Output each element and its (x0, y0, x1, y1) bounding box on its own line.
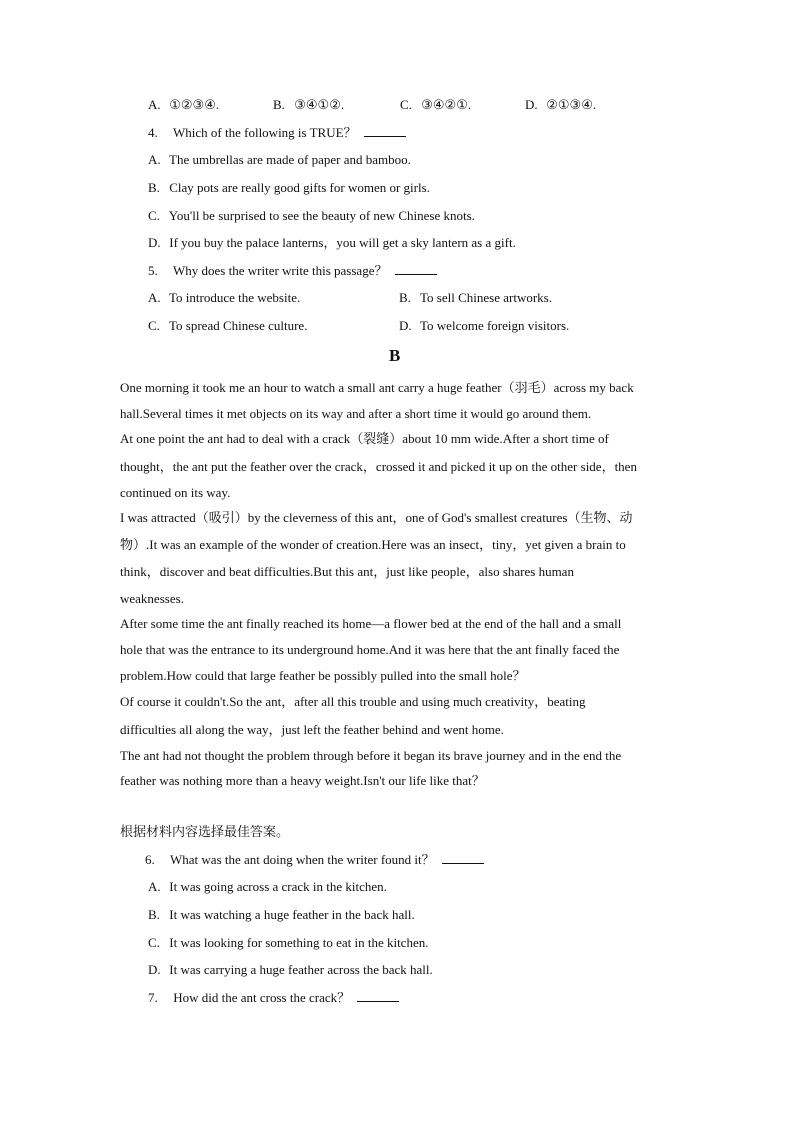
passage-line: weaknesses. (120, 591, 184, 606)
option-letter: C. (400, 97, 412, 112)
option-text: ③④②①. (421, 97, 472, 112)
option-letter: C. (148, 208, 160, 223)
option-letter: B. (273, 97, 285, 112)
passage-line: 物）.It was an example of the wonder of creation.Here was an insect，tiny，yet given a brain to (120, 537, 626, 552)
option-letter: B. (148, 907, 160, 922)
passage-line: I was attracted（吸引）by the cleverness of this ant，one of God's smallest creatures（生物、动 (120, 510, 633, 525)
question-number: 4. (148, 125, 158, 140)
q6-option-b (148, 907, 415, 923)
q6-option-d (148, 962, 433, 978)
option-text: To spread Chinese culture. (169, 318, 308, 333)
question-number: 6. (145, 852, 155, 867)
option-letter: D. (148, 962, 161, 977)
q3-option-a (148, 97, 219, 113)
q6-option-a (148, 879, 387, 895)
q4-option-a (148, 152, 411, 168)
question-7 (148, 990, 399, 1006)
passage-line: The ant had not thought the problem through before it began its brave journey and in the end the (120, 748, 622, 763)
option-text: If you buy the palace lanterns，you will get a sky lantern as a gift. (169, 235, 516, 250)
option-text: It was carrying a huge feather across the back hall. (169, 962, 433, 977)
option-letter: A. (148, 290, 161, 305)
q4-option-d (148, 235, 516, 251)
option-letter: B. (399, 290, 411, 305)
question-4 (148, 125, 406, 141)
option-text: To sell Chinese artworks. (420, 290, 552, 305)
option-text: Clay pots are really good gifts for women or girls. (169, 180, 430, 195)
option-letter: D. (148, 235, 161, 250)
option-letter: C. (148, 935, 160, 950)
answer-blank[interactable] (395, 263, 437, 275)
passage-line: hole that was the entrance to its underground home.And it was here that the ant finally faced the (120, 642, 620, 657)
passage-line: feather was nothing more than a heavy weight.Isn't our life like that？ (120, 773, 485, 788)
instruction: 根据材料内容选择最佳答案。 (120, 825, 290, 840)
q3-option-b (273, 97, 344, 113)
option-letter: A. (148, 152, 161, 167)
passage-line: One morning it took me an hour to watch a small ant carry a huge feather（羽毛）across my back (120, 380, 634, 395)
q5-option-d (399, 318, 569, 334)
option-text: The umbrellas are made of paper and bamboo. (169, 152, 411, 167)
option-text: To welcome foreign visitors. (420, 318, 570, 333)
section-heading: B (389, 346, 401, 365)
passage-line: After some time the ant finally reached its home—a flower bed at the end of the hall and a small (120, 616, 622, 631)
question-5 (148, 263, 437, 279)
option-text: It was going across a crack in the kitchen. (169, 879, 387, 894)
option-letter: C. (148, 318, 160, 333)
question-number: 7. (148, 990, 158, 1005)
answer-blank[interactable] (364, 125, 406, 137)
option-letter: A. (148, 879, 161, 894)
question-number: 5. (148, 263, 158, 278)
passage-line: hall.Several times it met objects on its way and after a short time it would go around them. (120, 406, 592, 421)
option-text: To introduce the website. (169, 290, 301, 305)
q3-option-c (400, 97, 471, 113)
passage-line: Of course it couldn't.So the ant，after all this trouble and using much creativity，beating (120, 694, 586, 709)
question-stem: What was the ant doing when the writer found it？ (170, 852, 435, 867)
q5-option-a (148, 290, 300, 306)
passage-line: continued on its way. (120, 485, 231, 500)
option-text: ②①③④. (546, 97, 597, 112)
option-letter: B. (148, 180, 160, 195)
answer-blank[interactable] (357, 990, 399, 1002)
q3-option-d (525, 97, 596, 113)
passage-line: difficulties all along the way，just left the feather behind and went home. (120, 722, 504, 737)
option-letter: D. (399, 318, 412, 333)
option-text: ③④①②. (294, 97, 345, 112)
option-letter: A. (148, 97, 161, 112)
q4-option-b (148, 180, 430, 196)
passage-line: thought，the ant put the feather over the crack，crossed it and picked it up on the other side，then (120, 459, 637, 474)
question-stem: How did the ant cross the crack？ (173, 990, 351, 1005)
option-text: ①②③④. (169, 97, 220, 112)
question-6 (145, 852, 484, 868)
q6-option-c (148, 935, 428, 951)
answer-blank[interactable] (442, 852, 484, 864)
q5-option-c (148, 318, 307, 334)
option-letter: D. (525, 97, 538, 112)
passage-line: At one point the ant had to deal with a crack（裂缝）about 10 mm wide.After a short time of (120, 431, 609, 446)
option-text: It was looking for something to eat in the kitchen. (169, 935, 429, 950)
option-text: It was watching a huge feather in the back hall. (169, 907, 415, 922)
q4-option-c (148, 208, 475, 224)
option-text: You'll be surprised to see the beauty of new Chinese knots. (168, 208, 475, 223)
question-stem: Why does the writer write this passage？ (173, 263, 388, 278)
passage-line: think，discover and beat difficulties.But this ant，just like people，also shares human (120, 564, 574, 579)
question-stem: Which of the following is TRUE？ (173, 125, 357, 140)
q5-option-b (399, 290, 552, 306)
passage-line: problem.How could that large feather be possibly pulled into the small hole？ (120, 668, 526, 683)
